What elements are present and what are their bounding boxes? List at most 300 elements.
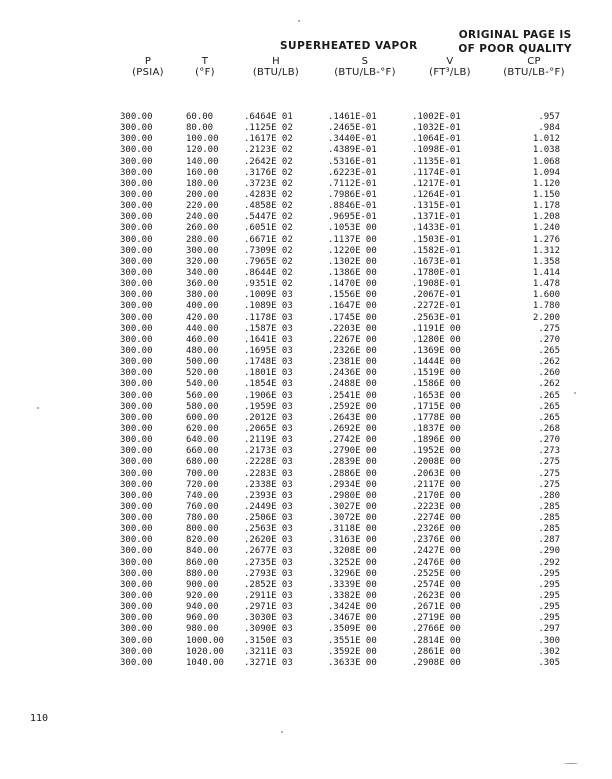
table-row [0, 580, 612, 591]
cp-cell: .270 [538, 435, 560, 446]
enthalpy-cell: .3030E 03 [244, 613, 293, 624]
column-symbol: H [272, 56, 280, 67]
enthalpy-cell: .2123E 02 [244, 145, 293, 156]
volume-cell: .1653E 00 [412, 390, 461, 401]
entropy-cell: .3509E 00 [328, 624, 377, 635]
volume-cell: .2170E 00 [412, 490, 461, 501]
table-row [0, 134, 612, 145]
temperature-cell: 480.00 [186, 345, 219, 356]
volume-cell: .1191E 00 [412, 323, 461, 334]
volume-cell: .1586E 00 [412, 379, 461, 390]
enthalpy-cell: .8644E 02 [244, 267, 293, 278]
temperature-cell: 340.00 [186, 267, 219, 278]
pressure-cell: 300.00 [120, 602, 153, 613]
table-title: SUPERHEATED VAPOR [280, 40, 418, 52]
volume-cell: .1837E 00 [412, 423, 461, 434]
pressure-cell: 300.00 [120, 223, 153, 234]
table-row [0, 636, 612, 647]
cp-cell: .265 [538, 345, 560, 356]
entropy-cell: .2436E 00 [328, 368, 377, 379]
volume-cell: .1369E 00 [412, 345, 461, 356]
temperature-cell: 300.00 [186, 245, 219, 256]
enthalpy-cell: .2971E 03 [244, 602, 293, 613]
pressure-cell: 300.00 [120, 234, 153, 245]
table-row [0, 212, 612, 223]
enthalpy-cell: .1748E 03 [244, 357, 293, 368]
temperature-cell: 460.00 [186, 334, 219, 345]
volume-cell: .1780E-01 [412, 267, 461, 278]
scan-speck [564, 763, 578, 764]
enthalpy-cell: .2793E 03 [244, 568, 293, 579]
volume-cell: .1371E-01 [412, 212, 461, 223]
column-symbol: CP [527, 56, 541, 67]
table-row [0, 112, 612, 123]
scan-speck [574, 392, 576, 394]
entropy-cell: .3382E 00 [328, 591, 377, 602]
table-row [0, 424, 612, 435]
table-row [0, 591, 612, 602]
enthalpy-cell: .9351E 02 [244, 279, 293, 290]
scan-speck [281, 731, 283, 733]
column-header-temperature [180, 56, 230, 78]
cp-cell: 1.120 [532, 178, 560, 189]
cp-cell: .292 [538, 557, 560, 568]
pressure-cell: 300.00 [120, 613, 153, 624]
table-row [0, 524, 612, 535]
volume-cell: .1032E-01 [412, 123, 461, 134]
cp-cell: .302 [538, 646, 560, 657]
table-row [0, 235, 612, 246]
enthalpy-cell: .2393E 03 [244, 490, 293, 501]
enthalpy-cell: .2449E 03 [244, 501, 293, 512]
entropy-cell: .2267E 00 [328, 334, 377, 345]
column-symbol: S [361, 56, 369, 67]
entropy-cell: .3163E 00 [328, 535, 377, 546]
pressure-cell: 300.00 [120, 368, 153, 379]
entropy-cell: .4389E-01 [328, 145, 377, 156]
entropy-cell: .1053E 00 [328, 223, 377, 234]
temperature-cell: 960.00 [186, 613, 219, 624]
entropy-cell: .2592E 00 [328, 401, 377, 412]
enthalpy-cell: .1178E 03 [244, 312, 293, 323]
enthalpy-cell: .2065E 03 [244, 423, 293, 434]
table-row [0, 624, 612, 635]
cp-cell: .984 [538, 123, 560, 134]
volume-cell: .2063E 00 [412, 468, 461, 479]
table-row [0, 279, 612, 290]
enthalpy-cell: .3150E 03 [244, 635, 293, 646]
entropy-cell: .2203E 00 [328, 323, 377, 334]
table-row [0, 546, 612, 557]
enthalpy-cell: .1695E 03 [244, 345, 293, 356]
temperature-cell: 660.00 [186, 446, 219, 457]
table-row [0, 558, 612, 569]
entropy-cell: .3592E 00 [328, 646, 377, 657]
table-row [0, 613, 612, 624]
cp-cell: .957 [538, 112, 560, 122]
table-row [0, 491, 612, 502]
temperature-cell: 680.00 [186, 457, 219, 468]
enthalpy-cell: .3211E 03 [244, 646, 293, 657]
enthalpy-cell: .2283E 03 [244, 468, 293, 479]
pressure-cell: 300.00 [120, 345, 153, 356]
pressure-cell: 300.00 [120, 145, 153, 156]
enthalpy-cell: .2012E 03 [244, 412, 293, 423]
column-unit: (BTU/LB-°F) [503, 67, 565, 78]
entropy-cell: .1470E 00 [328, 279, 377, 290]
temperature-cell: 400.00 [186, 301, 219, 312]
table-row [0, 379, 612, 390]
table-row [0, 246, 612, 257]
temperature-cell: 440.00 [186, 323, 219, 334]
table-row [0, 145, 612, 156]
table-row [0, 391, 612, 402]
volume-cell: .2067E-01 [412, 290, 461, 301]
temperature-cell: 240.00 [186, 212, 219, 223]
cp-cell: 1.780 [532, 301, 560, 312]
column-unit: (PSIA) [132, 67, 164, 78]
notice-line-1: ORIGINAL PAGE IS [458, 29, 572, 41]
cp-cell: 1.012 [532, 134, 560, 145]
table-row [0, 346, 612, 357]
cp-cell: 1.600 [532, 290, 560, 301]
table-row [0, 413, 612, 424]
temperature-cell: 360.00 [186, 279, 219, 290]
temperature-cell: 720.00 [186, 479, 219, 490]
entropy-cell: .7986E-01 [328, 189, 377, 200]
cp-cell: 1.068 [532, 156, 560, 167]
pressure-cell: 300.00 [120, 646, 153, 657]
table-row [0, 357, 612, 368]
enthalpy-cell: .2173E 03 [244, 446, 293, 457]
table-row [0, 223, 612, 234]
entropy-cell: .9695E-01 [328, 212, 377, 223]
entropy-cell: .2326E 00 [328, 345, 377, 356]
notice-line-2: OF POOR QUALITY [458, 43, 572, 55]
pressure-cell: 300.00 [120, 334, 153, 345]
cp-cell: .295 [538, 591, 560, 602]
table-row [0, 647, 612, 658]
volume-cell: .2274E 00 [412, 513, 461, 524]
table-row [0, 569, 612, 580]
cp-cell: .265 [538, 390, 560, 401]
volume-cell: .2563E-01 [412, 312, 461, 323]
temperature-cell: 160.00 [186, 167, 219, 178]
entropy-cell: .3551E 00 [328, 635, 377, 646]
volume-cell: .2008E 00 [412, 457, 461, 468]
enthalpy-cell: .6051E 02 [244, 223, 293, 234]
cp-cell: 1.478 [532, 279, 560, 290]
column-unit: (°F) [195, 67, 215, 78]
temperature-cell: 540.00 [186, 379, 219, 390]
cp-cell: .260 [538, 368, 560, 379]
enthalpy-cell: .2228E 03 [244, 457, 293, 468]
table-row [0, 257, 612, 268]
temperature-cell: 880.00 [186, 568, 219, 579]
volume-cell: .1519E 00 [412, 368, 461, 379]
volume-cell: .1098E-01 [412, 145, 461, 156]
cp-cell: .295 [538, 568, 560, 579]
enthalpy-cell: .7309E 02 [244, 245, 293, 256]
temperature-cell: 260.00 [186, 223, 219, 234]
cp-cell: .262 [538, 357, 560, 368]
pressure-cell: 300.00 [120, 357, 153, 368]
cp-cell: .265 [538, 412, 560, 423]
enthalpy-cell: .2852E 03 [244, 579, 293, 590]
cp-cell: 1.150 [532, 189, 560, 200]
enthalpy-cell: .5447E 02 [244, 212, 293, 223]
volume-cell: .1002E-01 [412, 112, 461, 122]
table-row [0, 301, 612, 312]
cp-cell: .297 [538, 624, 560, 635]
page-number: 110 [30, 713, 49, 724]
entropy-cell: .2692E 00 [328, 423, 377, 434]
temperature-cell: 600.00 [186, 412, 219, 423]
table-row [0, 513, 612, 524]
table-row [0, 179, 612, 190]
table-row [0, 658, 612, 669]
cp-cell: 1.414 [532, 267, 560, 278]
enthalpy-cell: .2620E 03 [244, 535, 293, 546]
pressure-cell: 300.00 [120, 212, 153, 223]
table-row [0, 457, 612, 468]
volume-cell: .1673E-01 [412, 256, 461, 267]
cp-cell: 1.178 [532, 201, 560, 212]
pressure-cell: 300.00 [120, 423, 153, 434]
pressure-cell: 300.00 [120, 256, 153, 267]
entropy-cell: .1647E 00 [328, 301, 377, 312]
enthalpy-cell: .1125E 02 [244, 123, 293, 134]
enthalpy-cell: .3176E 02 [244, 167, 293, 178]
pressure-cell: 300.00 [120, 279, 153, 290]
table-row [0, 480, 612, 491]
cp-cell: .287 [538, 535, 560, 546]
temperature-cell: 700.00 [186, 468, 219, 479]
temperature-cell: 900.00 [186, 579, 219, 590]
entropy-cell: .1137E 00 [328, 234, 377, 245]
entropy-cell: .1461E-01 [328, 112, 377, 122]
volume-cell: .2476E 00 [412, 557, 461, 568]
pressure-cell: 300.00 [120, 323, 153, 334]
enthalpy-cell: .6464E 01 [244, 112, 293, 122]
cp-cell: .290 [538, 546, 560, 557]
table-row [0, 123, 612, 134]
volume-cell: .2814E 00 [412, 635, 461, 646]
pressure-cell: 300.00 [120, 546, 153, 557]
enthalpy-cell: .2563E 03 [244, 524, 293, 535]
temperature-cell: 560.00 [186, 390, 219, 401]
enthalpy-cell: .2677E 03 [244, 546, 293, 557]
table-row [0, 535, 612, 546]
pressure-cell: 300.00 [120, 412, 153, 423]
pressure-cell: 300.00 [120, 189, 153, 200]
temperature-cell: 380.00 [186, 290, 219, 301]
enthalpy-cell: .1009E 03 [244, 290, 293, 301]
cp-cell: .268 [538, 423, 560, 434]
pressure-cell: 300.00 [120, 112, 153, 122]
column-unit: (FT³/LB) [429, 67, 471, 78]
temperature-cell: 920.00 [186, 591, 219, 602]
cp-cell: 1.358 [532, 256, 560, 267]
entropy-cell: .3467E 00 [328, 613, 377, 624]
property-table [0, 112, 612, 669]
volume-cell: .2326E 00 [412, 524, 461, 535]
pressure-cell: 300.00 [120, 657, 153, 668]
volume-cell: .1908E-01 [412, 279, 461, 290]
temperature-cell: 1000.00 [186, 635, 224, 646]
volume-cell: .1582E-01 [412, 245, 461, 256]
enthalpy-cell: .2338E 03 [244, 479, 293, 490]
pressure-cell: 300.00 [120, 123, 153, 134]
pressure-cell: 300.00 [120, 156, 153, 167]
volume-cell: .1315E-01 [412, 201, 461, 212]
entropy-cell: .2839E 00 [328, 457, 377, 468]
pressure-cell: 300.00 [120, 301, 153, 312]
enthalpy-cell: .2911E 03 [244, 591, 293, 602]
pressure-cell: 300.00 [120, 524, 153, 535]
enthalpy-cell: .2735E 03 [244, 557, 293, 568]
entropy-cell: .1745E 00 [328, 312, 377, 323]
volume-cell: .2861E 00 [412, 646, 461, 657]
pressure-cell: 300.00 [120, 245, 153, 256]
volume-cell: .1503E-01 [412, 234, 461, 245]
entropy-cell: .2742E 00 [328, 435, 377, 446]
table-row [0, 368, 612, 379]
pressure-cell: 300.00 [120, 167, 153, 178]
pressure-cell: 300.00 [120, 490, 153, 501]
enthalpy-cell: .1617E 02 [244, 134, 293, 145]
cp-cell: .265 [538, 401, 560, 412]
cp-cell: .305 [538, 657, 560, 668]
column-unit: (BTU/LB-°F) [334, 67, 396, 78]
pressure-cell: 300.00 [120, 446, 153, 457]
temperature-cell: 980.00 [186, 624, 219, 635]
enthalpy-cell: .1641E 03 [244, 334, 293, 345]
entropy-cell: .6223E-01 [328, 167, 377, 178]
pressure-cell: 300.00 [120, 457, 153, 468]
table-row [0, 602, 612, 613]
entropy-cell: .7112E-01 [328, 178, 377, 189]
cp-cell: 1.208 [532, 212, 560, 223]
enthalpy-cell: .6671E 02 [244, 234, 293, 245]
temperature-cell: 800.00 [186, 524, 219, 535]
volume-cell: .2623E 00 [412, 591, 461, 602]
entropy-cell: .2488E 00 [328, 379, 377, 390]
pressure-cell: 300.00 [120, 624, 153, 635]
enthalpy-cell: .1906E 03 [244, 390, 293, 401]
cp-cell: .295 [538, 579, 560, 590]
table-row [0, 324, 612, 335]
column-header-entropy [320, 56, 410, 78]
temperature-cell: 740.00 [186, 490, 219, 501]
entropy-cell: .3072E 00 [328, 513, 377, 524]
volume-cell: .1778E 00 [412, 412, 461, 423]
entropy-cell: .2541E 00 [328, 390, 377, 401]
column-symbol: T [201, 56, 209, 67]
cp-cell: .275 [538, 479, 560, 490]
pressure-cell: 300.00 [120, 134, 153, 145]
cp-cell: .273 [538, 446, 560, 457]
entropy-cell: .3208E 00 [328, 546, 377, 557]
temperature-cell: 60.00 [186, 112, 214, 122]
pressure-cell: 300.00 [120, 390, 153, 401]
volume-cell: .2376E 00 [412, 535, 461, 546]
enthalpy-cell: .2119E 03 [244, 435, 293, 446]
table-row [0, 190, 612, 201]
entropy-cell: .3633E 00 [328, 657, 377, 668]
temperature-cell: 780.00 [186, 513, 219, 524]
entropy-cell: .3440E-01 [328, 134, 377, 145]
volume-cell: .1064E-01 [412, 134, 461, 145]
enthalpy-cell: .1959E 03 [244, 401, 293, 412]
temperature-cell: 580.00 [186, 401, 219, 412]
temperature-cell: 180.00 [186, 178, 219, 189]
entropy-cell: .2381E 00 [328, 357, 377, 368]
enthalpy-cell: .4858E 02 [244, 201, 293, 212]
temperature-cell: 820.00 [186, 535, 219, 546]
entropy-cell: .5316E-01 [328, 156, 377, 167]
volume-cell: .2719E 00 [412, 613, 461, 624]
cp-cell: 1.312 [532, 245, 560, 256]
pressure-cell: 300.00 [120, 557, 153, 568]
pressure-cell: 300.00 [120, 479, 153, 490]
pressure-cell: 300.00 [120, 591, 153, 602]
cp-cell: .285 [538, 524, 560, 535]
pressure-cell: 300.00 [120, 579, 153, 590]
pressure-cell: 300.00 [120, 501, 153, 512]
table-row [0, 290, 612, 301]
entropy-cell: .3027E 00 [328, 501, 377, 512]
scan-speck [37, 407, 39, 409]
volume-cell: .2766E 00 [412, 624, 461, 635]
temperature-cell: 80.00 [186, 123, 214, 134]
entropy-cell: .3118E 00 [328, 524, 377, 535]
volume-cell: .2272E-01 [412, 301, 461, 312]
enthalpy-cell: .1801E 03 [244, 368, 293, 379]
volume-cell: .1217E-01 [412, 178, 461, 189]
cp-cell: .295 [538, 602, 560, 613]
temperature-cell: 640.00 [186, 435, 219, 446]
volume-cell: .2117E 00 [412, 479, 461, 490]
cp-cell: .300 [538, 635, 560, 646]
column-symbol: P [144, 56, 152, 67]
entropy-cell: .3296E 00 [328, 568, 377, 579]
table-row [0, 402, 612, 413]
pressure-cell: 300.00 [120, 401, 153, 412]
cp-cell: 1.094 [532, 167, 560, 178]
entropy-cell: .1386E 00 [328, 267, 377, 278]
pressure-cell: 300.00 [120, 468, 153, 479]
temperature-cell: 280.00 [186, 234, 219, 245]
enthalpy-cell: .3271E 03 [244, 657, 293, 668]
temperature-cell: 420.00 [186, 312, 219, 323]
pressure-cell: 300.00 [120, 635, 153, 646]
volume-cell: .2525E 00 [412, 568, 461, 579]
temperature-cell: 220.00 [186, 201, 219, 212]
volume-cell: .1433E-01 [412, 223, 461, 234]
cp-cell: .262 [538, 379, 560, 390]
enthalpy-cell: .1587E 03 [244, 323, 293, 334]
enthalpy-cell: .3723E 02 [244, 178, 293, 189]
volume-cell: .1715E 00 [412, 401, 461, 412]
column-header-pressure [118, 56, 178, 78]
volume-cell: .2223E 00 [412, 501, 461, 512]
scan-speck [298, 20, 300, 22]
temperature-cell: 100.00 [186, 134, 219, 145]
entropy-cell: .2934E 00 [328, 479, 377, 490]
column-header-enthalpy [240, 56, 312, 78]
pressure-cell: 300.00 [120, 201, 153, 212]
